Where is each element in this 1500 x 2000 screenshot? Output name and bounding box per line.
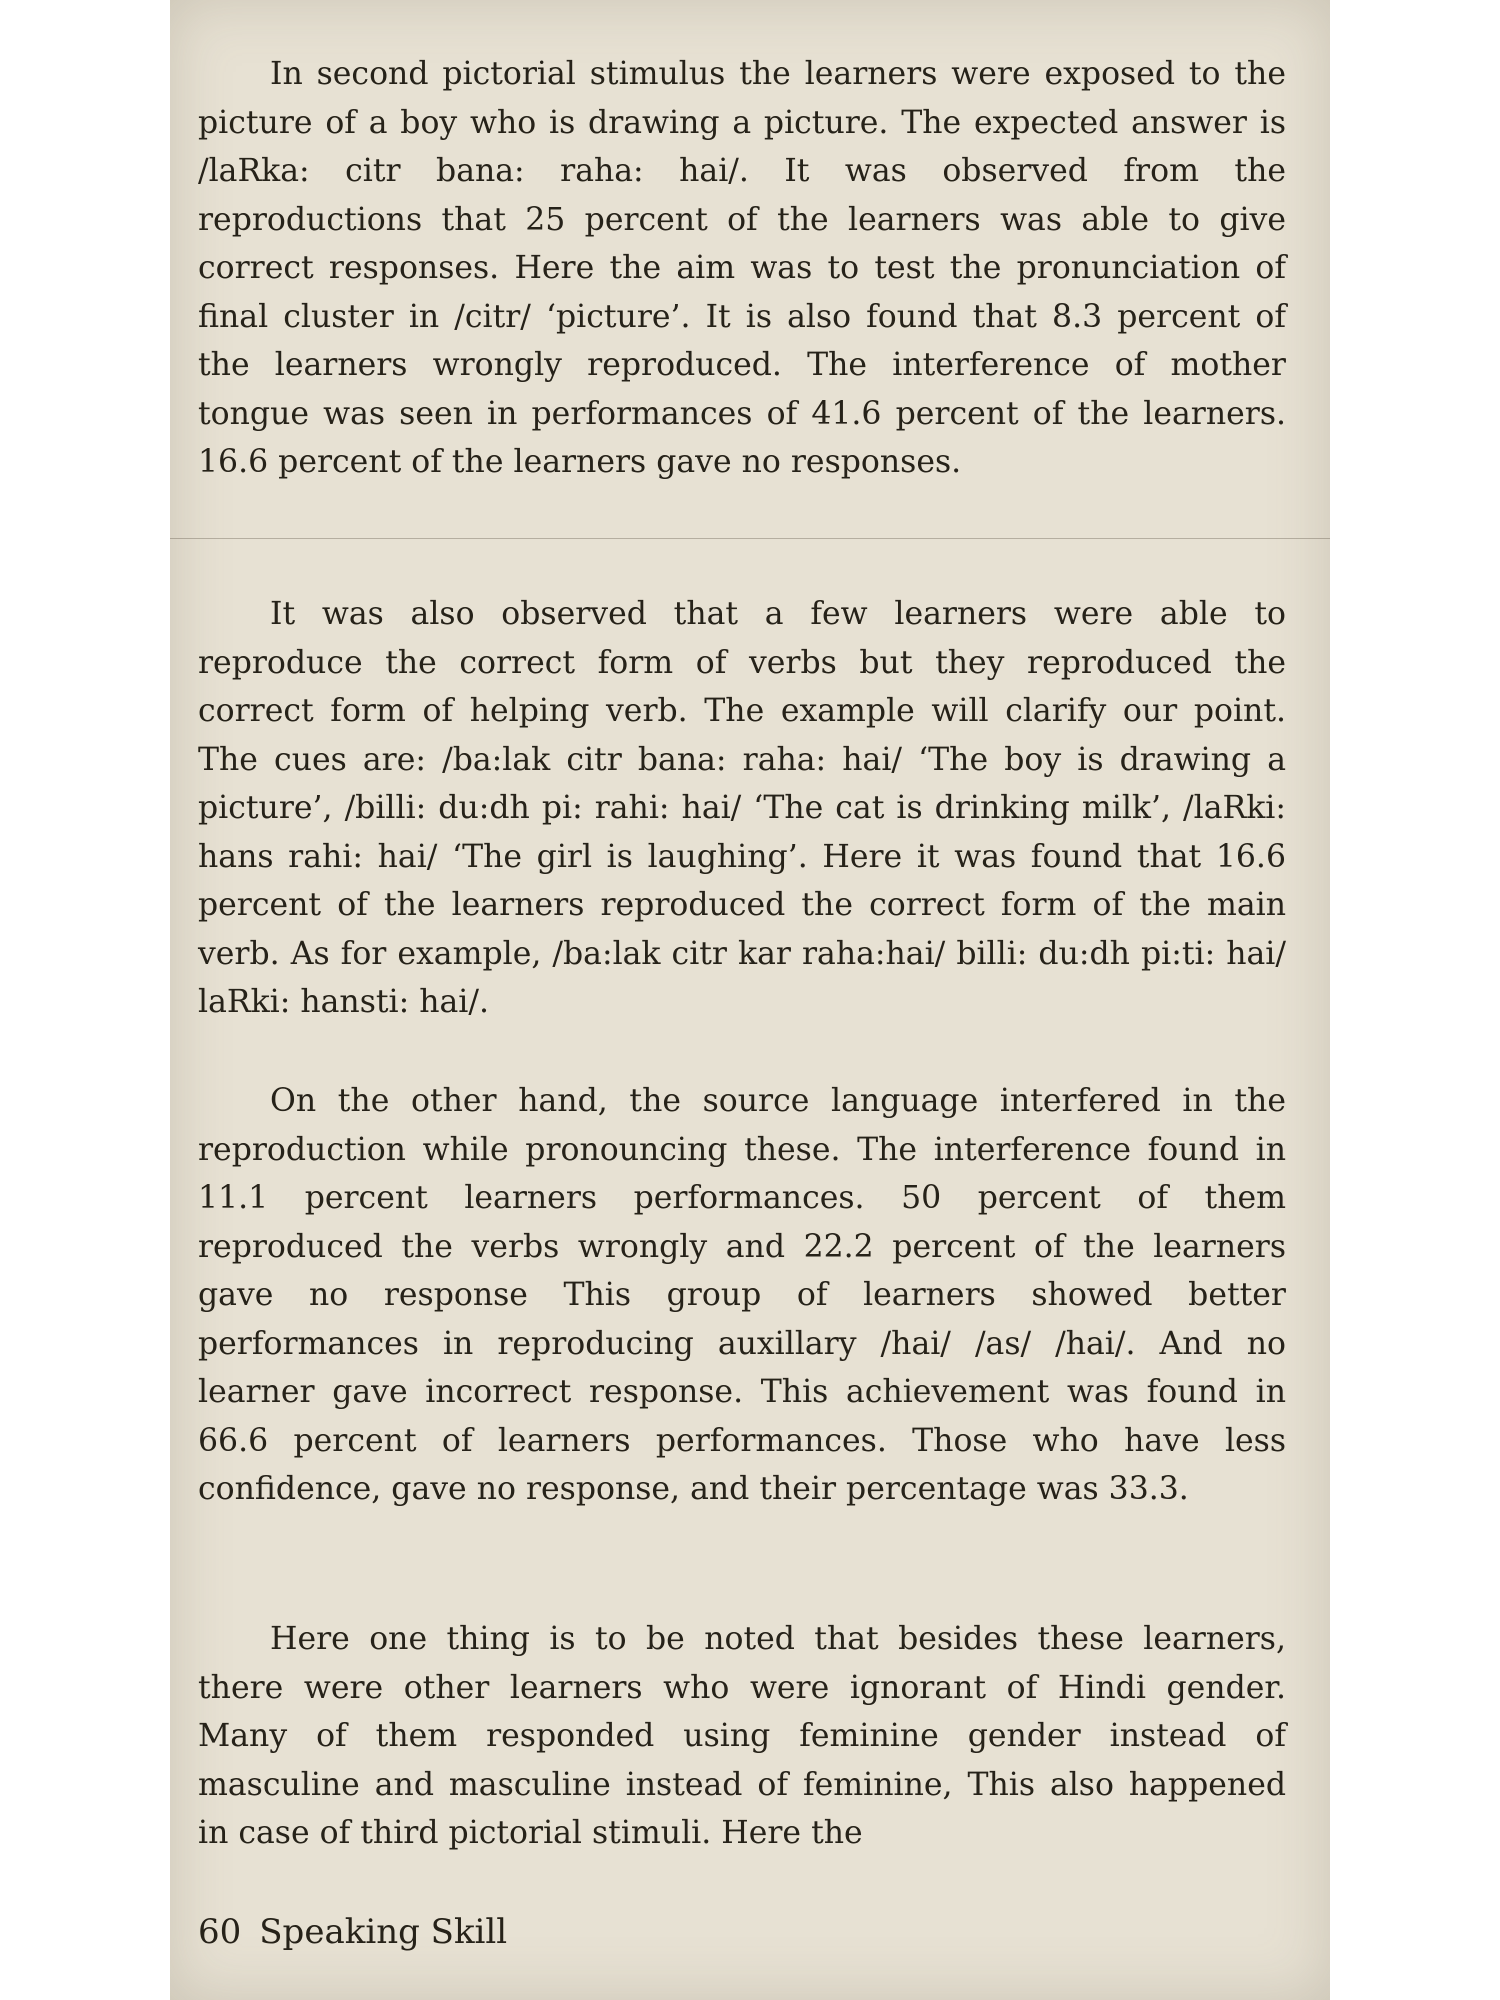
paragraph-second-stimulus: In second pictorial stimulus the learners were exposed to the picture of a boy who is drawing a picture. The expected answer is /laRka: citr bana: raha: hai/. It was observed from the reproductions that 25 percent of the learners was able to give correct responses. Here the aim was to test the pronunciation of final cluster in /citr/ ‘picture’. It is also found that 8.3 percent of the learners wrongly reproduced. The interference of mother tongue was seen in performances of 41.6 percent of the learners. 16.6 percent of the learners gave no responses.: [198, 56, 1286, 480]
scanned-book-page: [170, 0, 1330, 2000]
bleed-through-rule: [170, 538, 1330, 539]
paragraph-source-language: On the other hand, the source language interfered in the reproduction while pronouncing these. The interference found in 11.1 percent learners performances. 50 percent of them reproduced the verbs wrongly and 22.2 percent of the learners gave no response This group of learners showed better performances in reproducing auxillary /hai/ /as/ /hai/. And no learner gave incorrect response. This achievement was found in 66.6 percent of learners performances. Those who have less confidence, gave no response, and their percentage was 33.3.: [198, 1083, 1286, 1507]
paragraph-helping-verb: It was also observed that a few learners were able to reproduce the correct form of verbs but they reproduced the correct form of helping verb. The example will clarify our point. The cues are: /ba:lak citr bana: raha: hai/ ‘The boy is drawing a picture’, /billi: du:dh pi: rahi: hai/ ‘The cat is drinking milk’, /laRki: hans rahi: hai/ ‘The girl is laughing’. Here it was found that 16.6 percent of the learners reproduced the correct form of the main verb. As for example, /ba:lak citr kar raha:hai/ billi: du:dh pi:ti: hai/ laRki: hansti: hai/.: [198, 596, 1286, 1020]
running-title: Speaking Skill: [259, 1912, 508, 1952]
page-footer: [198, 1912, 507, 1952]
paragraph-hindi-gender: Here one thing is to be noted that besides these learners, there were other learners who were ignorant of Hindi gender. Many of them responded using feminine gender instead of masculine and masculine instead of feminine, This also happened in case of third pictorial stimuli. Here the: [198, 1621, 1286, 1851]
page-number: 60: [198, 1912, 242, 1952]
